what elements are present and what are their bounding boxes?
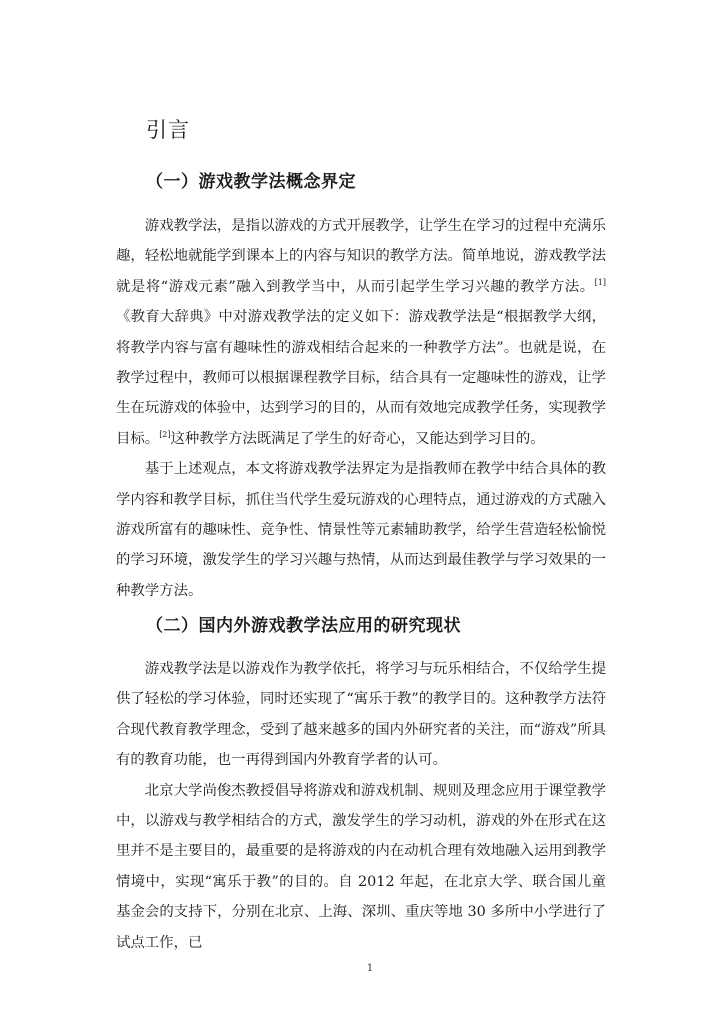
section-2-heading: （二）国内外游戏教学法应用的研究现状 [146,616,461,636]
section-1-body [116,211,606,606]
section-1-heading: （一）游戏教学法概念界定 [146,172,356,192]
intro-heading: 引言 [146,118,190,142]
section-2-body [116,654,606,958]
citation-ref-1: [1] [594,278,606,288]
section-2-paragraph-2 [116,776,606,958]
paragraph-text: 北京大学尚俊杰教授倡导将游戏和游戏机制、规则及理念应用于课堂教学中，以游戏与教学相结合的方式，激发学生的学习动机，游戏的外在形式在这里并不是主要目的，最重要的是将游戏的内在动机合理有效地融入运用到教学情境中，实现“寓乐于教”的目的。自 2012 年起，在北京大学、联合国儿童基金会的支持下，分别在北京、上海、深圳、重庆等地 30 多所中小学进行了试点工作，已 [116,782,606,951]
section-1-paragraph-1 [116,211,606,454]
paragraph-text: 基于上述观点，本文将游戏教学法界定为是指教师在教学中结合具体的教学内容和教学目标，抓住当代学生爱玩游戏的心理特点，通过游戏的方式融入游戏所富有的趣味性、竞争性、情景性等元素辅助教学，给学生营造轻松愉悦的学习环境，激发学生的学习兴趣与热情，从而达到最佳教学与学习效果的一种教学方法。 [116,461,606,599]
section-1-paragraph-2 [116,454,606,606]
page-number: 1 [366,963,374,974]
citation-ref-2: [2] [159,430,171,440]
paragraph-text: 这种教学方法既满足了学生的好奇心，又能达到学习目的。 [170,430,545,447]
section-2-paragraph-1 [116,654,606,776]
paragraph-text: 游戏教学法是以游戏作为教学依托，将学习与玩乐相结合，不仅给学生提供了轻松的学习体验，同时还实现了“寓乐于教”的教学目的。这种教学方法符合现代教育教学理念，受到了越来越多的国内外研究者的关注，而“游戏”所具有的教育功能，也一再得到国内外教育学者的认可。 [116,661,606,769]
paragraph-text: 《教育大辞典》中对游戏教学法的定义如下：游戏教学法是“根据教学大纲，将教学内容与富有趣味性的游戏相结合起来的一种教学方法”。也就是说，在教学过程中，教师可以根据课程教学目标，结合具有一定趣味性的游戏，让学生在玩游戏的体验中，达到学习的目的，从而有效地完成教学任务，实现教学目标。 [116,309,606,447]
paragraph-text: 游戏教学法，是指以游戏的方式开展教学，让学生在学习的过程中充满乐趣，轻松地就能学到课本上的内容与知识的教学方法。简单地说，游戏教学法就是将“游戏元素”融入到教学当中，从而引起学生学习兴趣的教学方法。 [116,218,606,295]
